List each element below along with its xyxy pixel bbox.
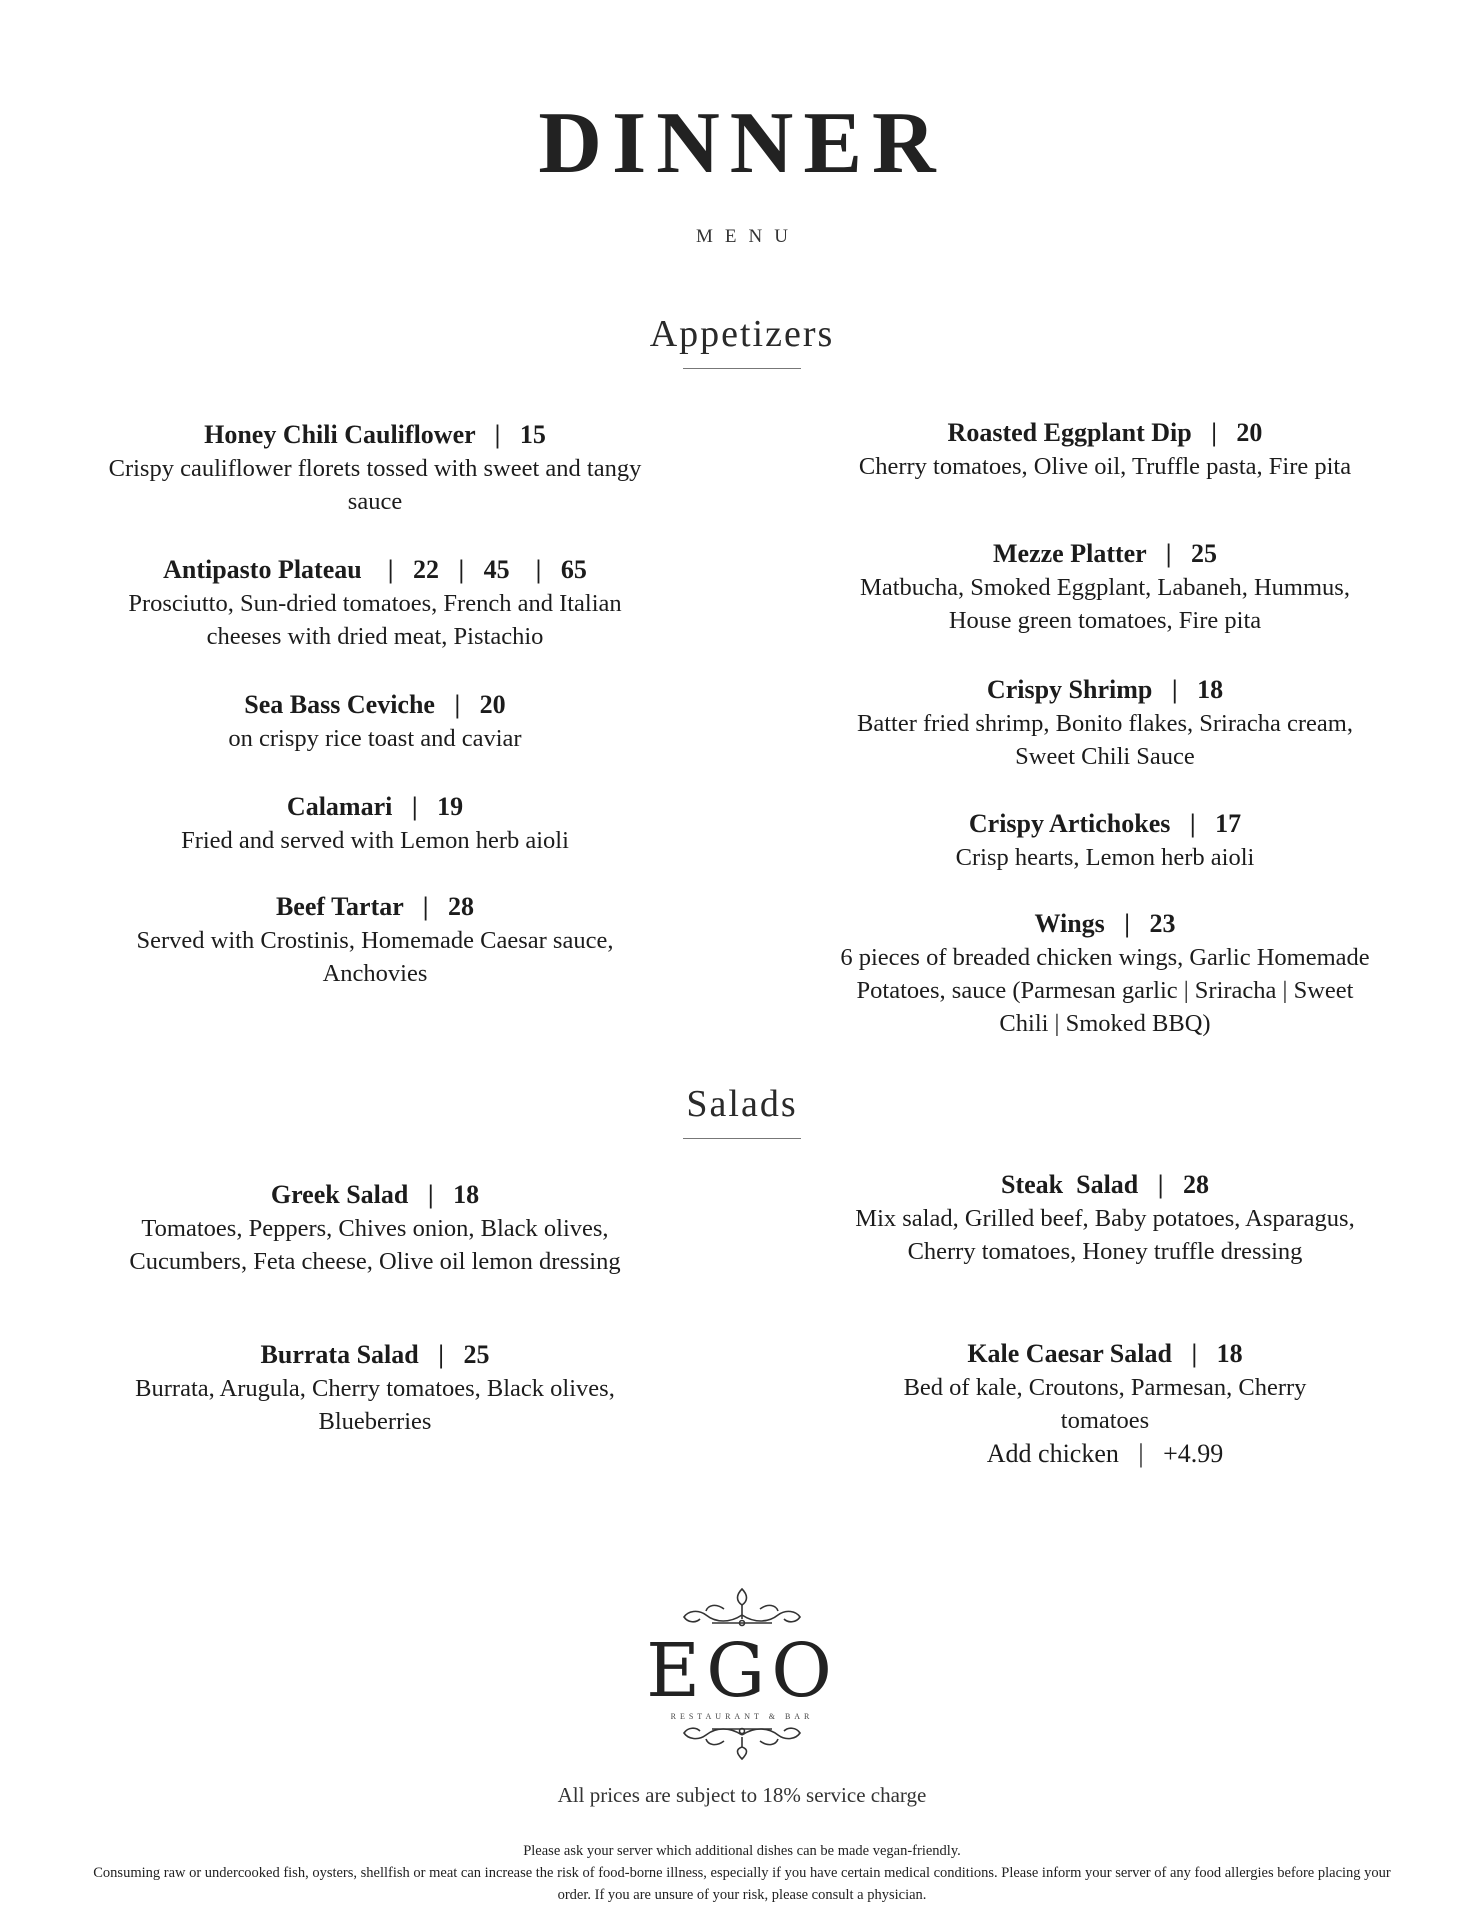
vegan-note: Please ask your server which additional dishes can be made vegan-friendly. xyxy=(523,1843,961,1859)
item-description: Fried and served with Lemon herb aioli xyxy=(181,827,569,854)
item-description: Prosciutto, Sun-dried tomatoes, French and Italian cheeses with dried meat, Pistachio xyxy=(128,590,622,650)
item-description: Matbucha, Smoked Eggplant, Labaneh, Hummus, House green tomatoes, Fire pita xyxy=(860,574,1350,634)
item-description: Crisp hearts, Lemon herb aioli xyxy=(955,844,1255,871)
menu-item-crispy-shrimp xyxy=(830,673,1380,773)
menu-item-steak-salad xyxy=(830,1168,1380,1268)
add-on-option: Add chicken | +4.99 xyxy=(986,1439,1224,1468)
menu-item-roasted-eggplant-dip xyxy=(830,416,1380,483)
menu-item-mezze-platter xyxy=(830,537,1380,637)
item-name: Greek Salad | 18 xyxy=(270,1180,480,1209)
item-description: Served with Crostinis, Homemade Caesar sauce, Anchovies xyxy=(136,927,614,987)
item-name: Beef Tartar | 28 xyxy=(275,892,475,921)
item-description: Tomatoes, Peppers, Chives onion, Black olives, Cucumbers, Feta cheese, Olive oil lemon dressing xyxy=(129,1215,621,1275)
item-description: on crispy rice toast and caviar xyxy=(228,725,522,752)
item-name: Wings | 23 xyxy=(1034,909,1176,938)
item-description: 6 pieces of breaded chicken wings, Garlic Homemade Potatoes, sauce (Parmesan garlic | Sriracha | Sweet Chili | Smoked BBQ) xyxy=(840,944,1370,1037)
item-name: Roasted Eggplant Dip | 20 xyxy=(947,418,1263,447)
item-description: Crispy cauliflower florets tossed with sweet and tangy sauce xyxy=(108,455,642,515)
menu-item-burrata-salad xyxy=(100,1338,650,1438)
menu-title: DINNER xyxy=(538,95,946,192)
restaurant-logo xyxy=(0,1585,1484,1768)
item-description: Bed of kale, Croutons, Parmesan, Cherry tomatoes xyxy=(903,1374,1307,1434)
menu-item-crispy-artichokes xyxy=(830,807,1380,874)
item-name: Kale Caesar Salad | 18 xyxy=(967,1339,1243,1368)
service-charge-note: All prices are subject to 18% service charge xyxy=(557,1783,927,1807)
item-description: Mix salad, Grilled beef, Baby potatoes, Asparagus, Cherry tomatoes, Honey truffle dressing xyxy=(855,1205,1355,1265)
item-name: Steak Salad | 28 xyxy=(1001,1170,1209,1199)
appetizers-divider xyxy=(683,368,801,369)
item-description: Burrata, Arugula, Cherry tomatoes, Black olives, Blueberries xyxy=(135,1375,615,1435)
menu-item-sea-bass-ceviche xyxy=(100,688,650,755)
item-description: Batter fried shrimp, Bonito flakes, Sriracha cream, Sweet Chili Sauce xyxy=(857,710,1353,770)
menu-item-beef-tartar xyxy=(100,890,650,990)
logo-subtext: RESTAURANT & BAR xyxy=(670,1712,814,1721)
menu-item-antipasto-plateau xyxy=(100,553,650,653)
item-name: Honey Chili Cauliflower | 15 xyxy=(204,420,546,449)
item-name: Crispy Shrimp | 18 xyxy=(986,675,1224,704)
salads-heading: Salads xyxy=(686,1083,798,1125)
ornament-bottom-icon xyxy=(672,1723,812,1763)
item-description: Cherry tomatoes, Olive oil, Truffle pasta, Fire pita xyxy=(858,453,1352,480)
item-name: Crispy Artichokes | 17 xyxy=(968,809,1242,838)
item-name: Mezze Platter | 25 xyxy=(993,539,1217,568)
menu-item-greek-salad xyxy=(100,1178,650,1278)
item-name: Burrata Salad | 25 xyxy=(260,1340,490,1369)
salads-divider xyxy=(683,1138,801,1139)
item-name: Calamari | 19 xyxy=(286,792,464,821)
menu-item-honey-chili-cauliflower xyxy=(100,418,650,518)
menu-item-wings xyxy=(830,907,1380,1040)
logo-wordmark: EGO xyxy=(646,1628,838,1714)
footer-disclaimer xyxy=(80,1840,1404,1906)
menu-item-calamari xyxy=(100,790,650,857)
food-safety-note: Consuming raw or undercooked fish, oysters, shellfish or meat can increase the risk of food-borne illness, especially if you have certain medical conditions. Please inform your server of any food allergies before placing your order. If you are unsure of your risk, please consult a physician. xyxy=(93,1865,1391,1903)
ornament-top-icon xyxy=(672,1585,812,1629)
item-name: Antipasto Plateau | 22 | 45 | 65 xyxy=(163,555,587,584)
menu-item-kale-caesar-salad xyxy=(830,1337,1380,1471)
menu-subtitle: MENU xyxy=(696,226,800,247)
appetizers-heading: Appetizers xyxy=(649,313,835,355)
item-name: Sea Bass Ceviche | 20 xyxy=(244,690,506,719)
